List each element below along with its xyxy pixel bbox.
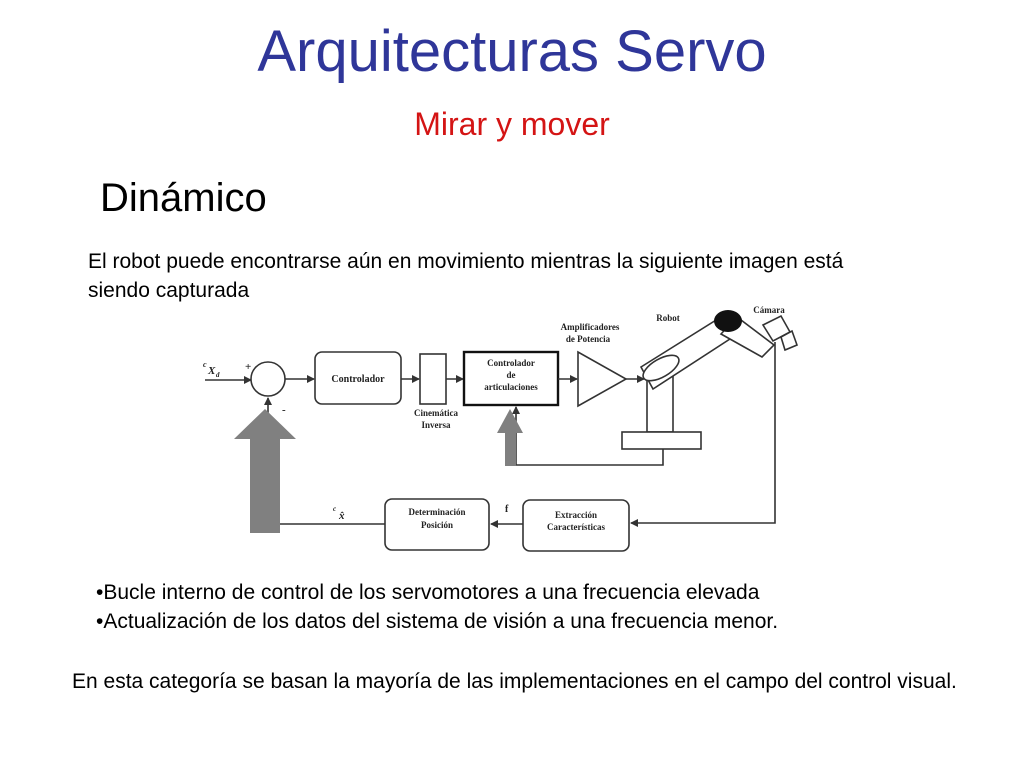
controlador-label: Controlador [331,374,385,385]
position-feedback-line [268,398,385,524]
ctrl-articulaciones-label-3: articulaciones [484,382,538,392]
inner-loop-gray-arrow [497,409,523,466]
intro-text: El robot puede encontrarse aún en movimiento mientras la siguiente imagen está siendo capturada [88,250,844,302]
minus-sign: - [282,404,286,416]
outer-loop-gray-arrow [234,409,296,533]
plus-sign: + [245,361,252,373]
extraccion-label-2: Características [547,522,605,532]
robot-label: Robot [656,313,680,323]
bullet-list [96,578,996,636]
input-symbol-sup: c [203,360,207,369]
amplificadores-label-2: de Potencia [565,334,611,344]
cinematica-block [420,354,446,404]
bullet-item: •Bucle interno de control de los servomotores a una frecuencia elevada [96,581,760,604]
slide-title: Arquitecturas Servo [257,19,767,84]
feature-label: f [505,504,509,515]
determinacion-label-2: Posición [420,520,454,530]
ctrl-articulaciones-label-2: de [506,370,516,380]
amplifier-triangle [578,352,626,406]
input-symbol-sub: d [216,371,220,379]
camara-label: Cámara [753,305,785,315]
amplificadores-label-1: Amplificadores [560,322,620,332]
ctrl-articulaciones-label-1: Controlador [487,358,535,368]
bullet-item: •Actualización de los datos del sistema de visión a una frecuencia menor. [96,610,779,633]
summing-junction [251,362,285,396]
robot-arm-drawing [622,310,774,449]
feedback-symbol-sup: c [333,505,337,513]
determinacion-label-1: Determinación [408,507,466,517]
cinematica-label-1: Cinemática [414,408,458,418]
input-symbol: X [208,365,216,377]
feedback-symbol: x̂ [339,510,345,522]
section-heading: Dinámico [100,176,267,220]
slide-subtitle: Mirar y mover [414,106,610,142]
cinematica-label-2: Inversa [421,420,451,430]
extraccion-label-1: Extracción [555,510,597,520]
closing-text: En esta categoría se basan la mayoría de las implementaciones en el campo del control visual. [72,670,957,693]
